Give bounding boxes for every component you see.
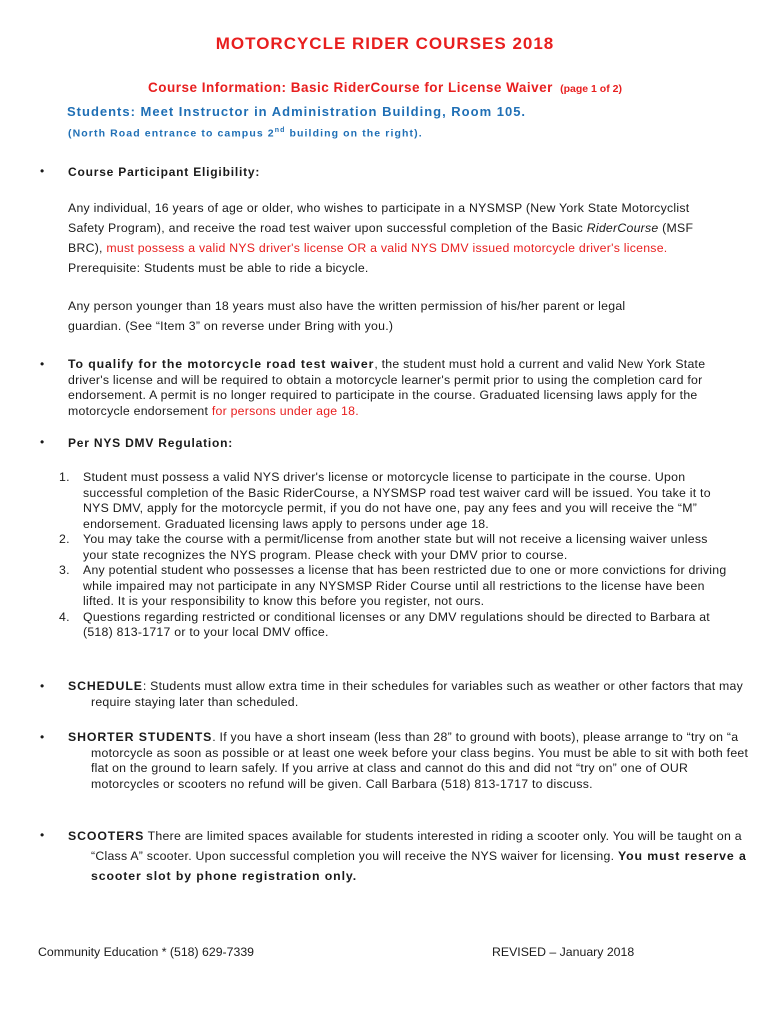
page-title: MOTORCYCLE RIDER COURSES 2018 bbox=[215, 34, 555, 53]
bullet-icon: • bbox=[40, 679, 45, 693]
eligibility-paragraph-2: Any person younger than 18 years must also have the written permission of his/her parent or legal guardian. (See “Item 3” on reverse under Bring with you.) bbox=[68, 299, 626, 333]
shorter-students-text: . If you have a short inseam (less than 28” to ground with boots), please arrange to “try on “a motorcycle as soon as possible or at least one week before your class begins. You must be able to sit with both feet flat on the ground to learn safely. If you arrive at class and cannot do this and did not “try on” one of OUR motorcycles or scooters no refund will be given. Call Barbara (518) 813-1717 to discuss. bbox=[91, 730, 749, 791]
campus-directions bbox=[68, 127, 423, 140]
bullet-icon: • bbox=[40, 730, 45, 744]
directions-text-end: building on the right). bbox=[285, 127, 423, 140]
ridercourse-italic: RiderCourse bbox=[586, 221, 659, 235]
list-item-text: You may take the course with a permit/license from another state but will not receive a licensing waiver unless your state recognizes the NYS program. Please check with your DMV prior to course. bbox=[83, 532, 708, 562]
footer-contact: Community Education * (518) 629-7339 bbox=[38, 945, 255, 959]
qualify-paragraph bbox=[68, 357, 728, 419]
list-item-text: Any potential student who possesses a license that has been restricted due to one or more convictions for driving while impaired may not participate in any NYSMSP Rider Course until all restrictions to the license have been lifted. It is your responsibility to know this before you register, not ours. bbox=[83, 563, 727, 608]
shorter-students-label: SHORTER STUDENTS bbox=[68, 730, 213, 744]
dmv-heading: Per NYS DMV Regulation: bbox=[68, 436, 234, 450]
list-item bbox=[59, 532, 728, 563]
qualify-text: , the student must hold a current and valid New York State driver's license and will be required to obtain a motorcycle learner's permit prior to using the completion card for endorsement. A permit is no longer required to participate in the course. Graduated licensing laws apply for the motorcycle endorsement bbox=[68, 357, 706, 418]
scooters-paragraph bbox=[68, 826, 751, 886]
scooters-label: SCOOTERS bbox=[68, 829, 145, 843]
dmv-list bbox=[59, 470, 728, 641]
footer-revised: REVISED – January 2018 bbox=[492, 945, 635, 959]
directions-text: (North Road entrance to campus 2 bbox=[68, 127, 275, 140]
schedule-paragraph bbox=[68, 679, 751, 710]
meeting-location: Students: Meet Instructor in Administration Building, Room 105. bbox=[67, 104, 527, 119]
eligibility-text-2: (MSF BRC), bbox=[68, 221, 694, 255]
list-item bbox=[59, 563, 728, 610]
bullet-icon: • bbox=[40, 164, 45, 178]
list-number: 1. bbox=[59, 470, 70, 484]
qualify-bold: To qualify for the motorcycle road test waiver bbox=[68, 357, 375, 371]
bullet-icon: • bbox=[40, 357, 45, 371]
list-number: 3. bbox=[59, 563, 70, 577]
list-item-text: Student must possess a valid NYS driver's license or motorcycle license to participate in the course. Upon successful completion of the Basic RiderCourse, a NYSMSP road test waiver card will be issued. You take it to NYS DMV, apply for the motorcycle permit, if you do not have one, pay any fees and you will receive the “M” endorsement. Graduated licensing laws apply to persons under age 18. bbox=[83, 470, 711, 531]
subtitle-main: Course Information: Basic RiderCourse for License Waiver bbox=[148, 80, 553, 95]
eligibility-heading: Course Participant Eligibility: bbox=[68, 165, 261, 179]
course-subtitle bbox=[0, 80, 770, 95]
eligibility-paragraph-1 bbox=[68, 198, 728, 278]
prerequisite-text: Prerequisite: Students must be able to ride a bicycle. bbox=[68, 261, 369, 275]
list-item bbox=[59, 609, 728, 641]
list-number: 4. bbox=[59, 609, 70, 624]
scooters-text: There are limited spaces available for students interested in riding a scooter only. You will be taught on a “Class A” scooter. Upon successful completion you will receive the NYS waiver for licensing. bbox=[91, 829, 742, 863]
eligibility-text: Any individual, 16 years of age or older, who wishes to participate in a NYSMSP (New York State Motorcyclist Safety Program), and receive the road test waiver upon successful completion of the Basic bbox=[68, 201, 690, 235]
bullet-icon: • bbox=[40, 828, 45, 842]
list-number: 2. bbox=[59, 532, 70, 546]
list-item-text: Questions regarding restricted or conditional licenses or any DMV regulations should be directed to Barbara at (518) 813-1717 or to your local DMV office. bbox=[83, 609, 710, 639]
schedule-label: SCHEDULE bbox=[68, 679, 143, 693]
page-indicator: (page 1 of 2) bbox=[560, 83, 622, 95]
schedule-text: : Students must allow extra time in their schedules for variables such as weather or other factors that may require staying later than scheduled. bbox=[91, 679, 744, 709]
scooters-reserve-note: You must reserve a scooter slot by phone registration only. bbox=[91, 849, 747, 883]
license-requirement: must possess a valid NYS driver's license OR a valid NYS DMV issued motorcycle driver's license. bbox=[106, 241, 668, 255]
list-item bbox=[59, 470, 728, 532]
shorter-students-paragraph bbox=[68, 730, 751, 792]
directions-sup: nd bbox=[274, 127, 286, 134]
qualify-age-note: for persons under age 18. bbox=[211, 403, 359, 418]
bullet-icon: • bbox=[40, 435, 45, 449]
